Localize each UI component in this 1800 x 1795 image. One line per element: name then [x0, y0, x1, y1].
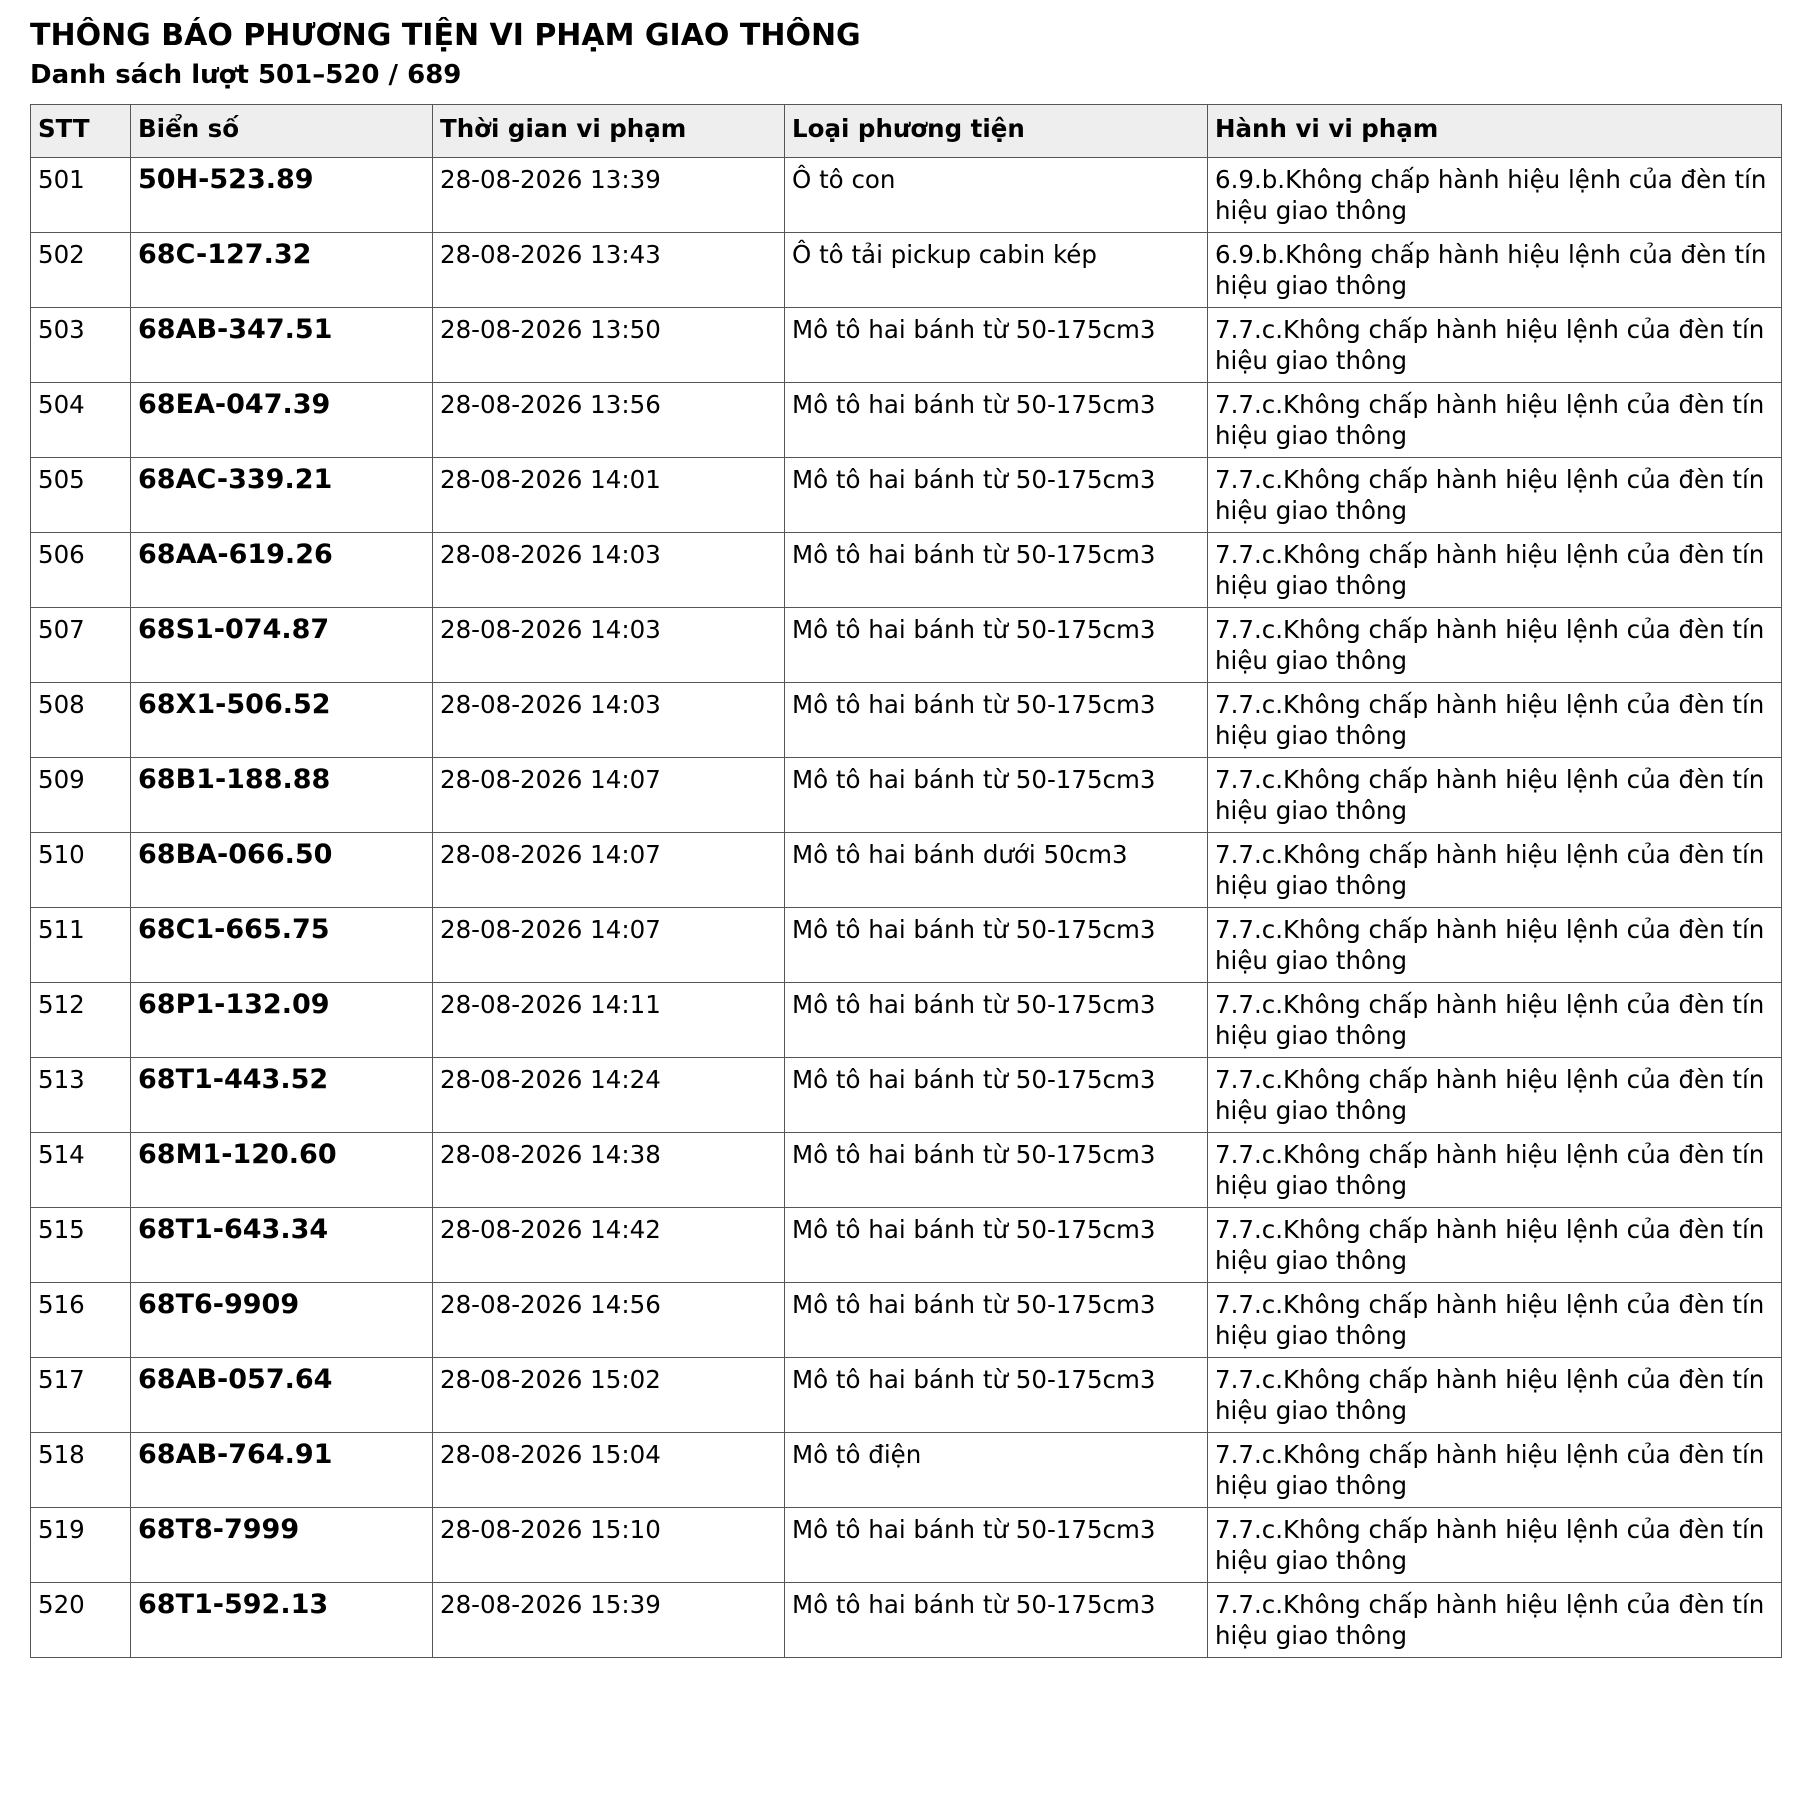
cell-violation: 7.7.c.Không chấp hành hiệu lệnh của đèn tín hiệu giao thông — [1208, 308, 1782, 383]
table-row — [31, 533, 1782, 608]
cell-time: 28-08-2026 14:42 — [433, 1208, 785, 1283]
cell-violation: 7.7.c.Không chấp hành hiệu lệnh của đèn tín hiệu giao thông — [1208, 1433, 1782, 1508]
cell-plate: 68T1-643.34 — [131, 1208, 433, 1283]
cell-time: 28-08-2026 13:43 — [433, 233, 785, 308]
cell-vehicle-type: Ô tô con — [785, 158, 1208, 233]
cell-stt: 510 — [31, 833, 131, 908]
cell-stt: 516 — [31, 1283, 131, 1358]
cell-violation: 7.7.c.Không chấp hành hiệu lệnh của đèn tín hiệu giao thông — [1208, 1133, 1782, 1208]
cell-stt: 506 — [31, 533, 131, 608]
cell-violation: 7.7.c.Không chấp hành hiệu lệnh của đèn tín hiệu giao thông — [1208, 908, 1782, 983]
cell-violation: 7.7.c.Không chấp hành hiệu lệnh của đèn tín hiệu giao thông — [1208, 1508, 1782, 1583]
cell-time: 28-08-2026 13:56 — [433, 383, 785, 458]
cell-stt: 520 — [31, 1583, 131, 1658]
table-header — [31, 105, 1782, 158]
cell-vehicle-type: Mô tô hai bánh từ 50-175cm3 — [785, 983, 1208, 1058]
cell-violation: 6.9.b.Không chấp hành hiệu lệnh của đèn tín hiệu giao thông — [1208, 158, 1782, 233]
cell-plate: 68T1-443.52 — [131, 1058, 433, 1133]
cell-vehicle-type: Mô tô hai bánh từ 50-175cm3 — [785, 458, 1208, 533]
cell-time: 28-08-2026 14:07 — [433, 758, 785, 833]
cell-plate: 50H-523.89 — [131, 158, 433, 233]
cell-violation: 7.7.c.Không chấp hành hiệu lệnh của đèn tín hiệu giao thông — [1208, 1283, 1782, 1358]
cell-plate: 68M1-120.60 — [131, 1133, 433, 1208]
cell-vehicle-type: Mô tô hai bánh từ 50-175cm3 — [785, 683, 1208, 758]
cell-plate: 68AB-057.64 — [131, 1358, 433, 1433]
header-stt: STT — [31, 105, 131, 158]
table-row — [31, 1508, 1782, 1583]
cell-violation: 7.7.c.Không chấp hành hiệu lệnh của đèn tín hiệu giao thông — [1208, 533, 1782, 608]
cell-violation: 7.7.c.Không chấp hành hiệu lệnh của đèn tín hiệu giao thông — [1208, 1358, 1782, 1433]
table-row — [31, 1358, 1782, 1433]
cell-violation: 7.7.c.Không chấp hành hiệu lệnh của đèn tín hiệu giao thông — [1208, 1058, 1782, 1133]
cell-violation: 7.7.c.Không chấp hành hiệu lệnh của đèn tín hiệu giao thông — [1208, 383, 1782, 458]
cell-stt: 509 — [31, 758, 131, 833]
header-time: Thời gian vi phạm — [433, 105, 785, 158]
cell-violation: 6.9.b.Không chấp hành hiệu lệnh của đèn tín hiệu giao thông — [1208, 233, 1782, 308]
header-vehicle-type: Loại phương tiện — [785, 105, 1208, 158]
cell-violation: 7.7.c.Không chấp hành hiệu lệnh của đèn tín hiệu giao thông — [1208, 683, 1782, 758]
violations-table — [30, 104, 1782, 1658]
cell-time: 28-08-2026 14:03 — [433, 683, 785, 758]
document-title: THÔNG BÁO PHƯƠNG TIỆN VI PHẠM GIAO THÔNG — [30, 18, 861, 53]
cell-plate: 68T6-9909 — [131, 1283, 433, 1358]
table-body — [31, 158, 1782, 1658]
cell-violation: 7.7.c.Không chấp hành hiệu lệnh của đèn tín hiệu giao thông — [1208, 458, 1782, 533]
cell-vehicle-type: Mô tô điện — [785, 1433, 1208, 1508]
table-row — [31, 1583, 1782, 1658]
cell-vehicle-type: Mô tô hai bánh từ 50-175cm3 — [785, 908, 1208, 983]
cell-violation: 7.7.c.Không chấp hành hiệu lệnh của đèn tín hiệu giao thông — [1208, 608, 1782, 683]
cell-time: 28-08-2026 14:11 — [433, 983, 785, 1058]
cell-time: 28-08-2026 15:39 — [433, 1583, 785, 1658]
cell-time: 28-08-2026 15:04 — [433, 1433, 785, 1508]
cell-violation: 7.7.c.Không chấp hành hiệu lệnh của đèn tín hiệu giao thông — [1208, 833, 1782, 908]
cell-vehicle-type: Mô tô hai bánh từ 50-175cm3 — [785, 758, 1208, 833]
cell-vehicle-type: Mô tô hai bánh từ 50-175cm3 — [785, 1133, 1208, 1208]
cell-plate: 68AA-619.26 — [131, 533, 433, 608]
cell-plate: 68BA-066.50 — [131, 833, 433, 908]
cell-violation: 7.7.c.Không chấp hành hiệu lệnh của đèn tín hiệu giao thông — [1208, 1208, 1782, 1283]
header-violation: Hành vi vi phạm — [1208, 105, 1782, 158]
cell-vehicle-type: Mô tô hai bánh từ 50-175cm3 — [785, 533, 1208, 608]
cell-vehicle-type: Mô tô hai bánh dưới 50cm3 — [785, 833, 1208, 908]
cell-plate: 68S1-074.87 — [131, 608, 433, 683]
table-row — [31, 758, 1782, 833]
cell-vehicle-type: Mô tô hai bánh từ 50-175cm3 — [785, 1058, 1208, 1133]
cell-plate: 68P1-132.09 — [131, 983, 433, 1058]
cell-violation: 7.7.c.Không chấp hành hiệu lệnh của đèn tín hiệu giao thông — [1208, 758, 1782, 833]
cell-time: 28-08-2026 14:07 — [433, 908, 785, 983]
cell-stt: 511 — [31, 908, 131, 983]
table-row — [31, 1433, 1782, 1508]
table-row — [31, 158, 1782, 233]
cell-plate: 68T1-592.13 — [131, 1583, 433, 1658]
cell-plate: 68AB-347.51 — [131, 308, 433, 383]
header-plate: Biển số — [131, 105, 433, 158]
table-row — [31, 683, 1782, 758]
cell-vehicle-type: Mô tô hai bánh từ 50-175cm3 — [785, 1208, 1208, 1283]
table-row — [31, 908, 1782, 983]
cell-plate: 68X1-506.52 — [131, 683, 433, 758]
cell-stt: 512 — [31, 983, 131, 1058]
document-subtitle: Danh sách lượt 501–520 / 689 — [30, 60, 462, 90]
cell-time: 28-08-2026 13:39 — [433, 158, 785, 233]
cell-stt: 515 — [31, 1208, 131, 1283]
cell-vehicle-type: Ô tô tải pickup cabin kép — [785, 233, 1208, 308]
cell-stt: 517 — [31, 1358, 131, 1433]
cell-vehicle-type: Mô tô hai bánh từ 50-175cm3 — [785, 1583, 1208, 1658]
cell-time: 28-08-2026 14:01 — [433, 458, 785, 533]
cell-stt: 519 — [31, 1508, 131, 1583]
cell-time: 28-08-2026 15:02 — [433, 1358, 785, 1433]
table-row — [31, 308, 1782, 383]
cell-plate: 68C1-665.75 — [131, 908, 433, 983]
cell-stt: 507 — [31, 608, 131, 683]
table-row — [31, 983, 1782, 1058]
cell-vehicle-type: Mô tô hai bánh từ 50-175cm3 — [785, 383, 1208, 458]
cell-violation: 7.7.c.Không chấp hành hiệu lệnh của đèn tín hiệu giao thông — [1208, 1583, 1782, 1658]
table-row — [31, 608, 1782, 683]
cell-plate: 68T8-7999 — [131, 1508, 433, 1583]
cell-stt: 508 — [31, 683, 131, 758]
cell-plate: 68B1-188.88 — [131, 758, 433, 833]
cell-time: 28-08-2026 14:24 — [433, 1058, 785, 1133]
cell-stt: 518 — [31, 1433, 131, 1508]
cell-stt: 513 — [31, 1058, 131, 1133]
cell-vehicle-type: Mô tô hai bánh từ 50-175cm3 — [785, 1283, 1208, 1358]
cell-plate: 68C-127.32 — [131, 233, 433, 308]
cell-stt: 503 — [31, 308, 131, 383]
cell-time: 28-08-2026 14:03 — [433, 608, 785, 683]
cell-time: 28-08-2026 14:03 — [433, 533, 785, 608]
cell-time: 28-08-2026 14:07 — [433, 833, 785, 908]
cell-time: 28-08-2026 13:50 — [433, 308, 785, 383]
cell-plate: 68AB-764.91 — [131, 1433, 433, 1508]
cell-violation: 7.7.c.Không chấp hành hiệu lệnh của đèn tín hiệu giao thông — [1208, 983, 1782, 1058]
cell-vehicle-type: Mô tô hai bánh từ 50-175cm3 — [785, 1358, 1208, 1433]
table-row — [31, 383, 1782, 458]
cell-vehicle-type: Mô tô hai bánh từ 50-175cm3 — [785, 608, 1208, 683]
cell-stt: 504 — [31, 383, 131, 458]
table-row — [31, 1208, 1782, 1283]
table-row — [31, 1058, 1782, 1133]
cell-stt: 501 — [31, 158, 131, 233]
table-row — [31, 233, 1782, 308]
cell-stt: 502 — [31, 233, 131, 308]
cell-plate: 68EA-047.39 — [131, 383, 433, 458]
table-row — [31, 1283, 1782, 1358]
table-row — [31, 833, 1782, 908]
table-row — [31, 1133, 1782, 1208]
cell-time: 28-08-2026 14:56 — [433, 1283, 785, 1358]
cell-plate: 68AC-339.21 — [131, 458, 433, 533]
cell-vehicle-type: Mô tô hai bánh từ 50-175cm3 — [785, 308, 1208, 383]
cell-time: 28-08-2026 15:10 — [433, 1508, 785, 1583]
cell-time: 28-08-2026 14:38 — [433, 1133, 785, 1208]
cell-stt: 514 — [31, 1133, 131, 1208]
header-row — [31, 105, 1782, 158]
cell-stt: 505 — [31, 458, 131, 533]
table-row — [31, 458, 1782, 533]
cell-vehicle-type: Mô tô hai bánh từ 50-175cm3 — [785, 1508, 1208, 1583]
